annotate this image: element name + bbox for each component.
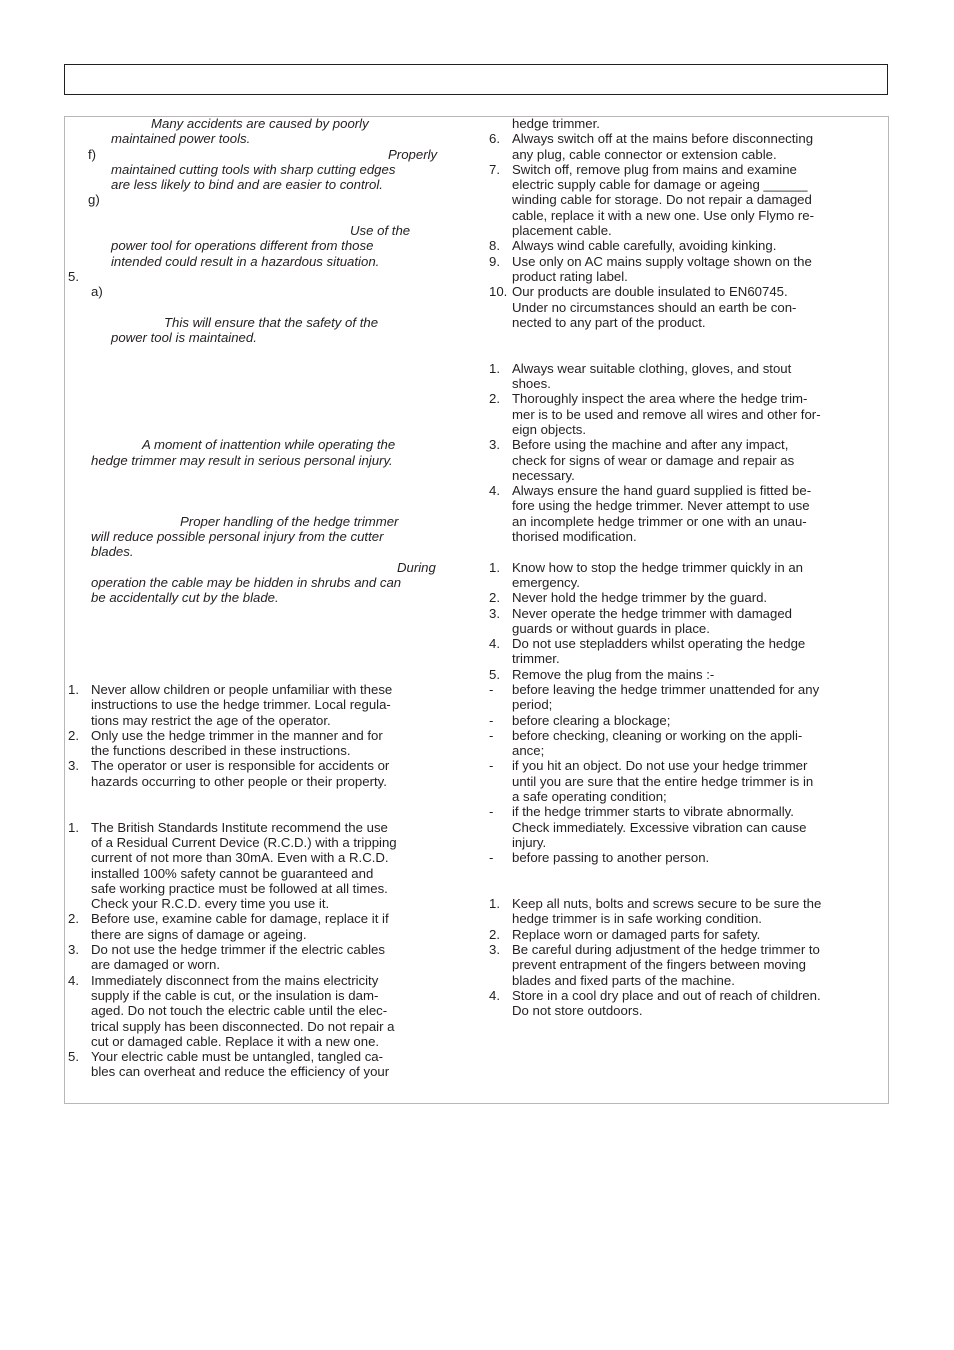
text-line: are damaged or worn. xyxy=(91,957,221,973)
list-item-number: 2. xyxy=(68,727,79,743)
text-line: hazards occurring to other people or their property. xyxy=(91,773,387,789)
text-line: maintained power tools. xyxy=(111,131,251,147)
text-line: Be careful during adjustment of the hedge trimmer to xyxy=(512,942,820,958)
text-line: tions may restrict the age of the operator. xyxy=(91,712,331,728)
text-line: Proper handling of the hedge trimmer xyxy=(180,513,399,529)
left-column xyxy=(68,116,466,1080)
text-line: The British Standards Institute recommend the use xyxy=(91,819,388,835)
list-item xyxy=(489,116,887,131)
list-item xyxy=(489,942,887,988)
list-item xyxy=(68,942,466,973)
list-item xyxy=(489,667,887,682)
list-item-text xyxy=(512,713,887,728)
item-label: a) xyxy=(91,284,103,300)
text-line: hedge trimmer may result in serious personal injury. xyxy=(91,452,393,468)
list-item-number: 10. xyxy=(489,284,508,300)
list-item-number: - xyxy=(489,850,494,866)
list-item-text xyxy=(512,590,887,605)
text-line: power tool for operations different from those xyxy=(111,238,374,254)
text-line: cable, replace it with a new one. Use only Flymo re- xyxy=(512,207,814,223)
text-line: A moment of inattention while operating the xyxy=(142,437,396,453)
text-line: before checking, cleaning or working on the appli- xyxy=(512,727,803,743)
list-item xyxy=(489,254,887,285)
list-item-text xyxy=(512,238,887,253)
text-line: check for signs of wear or damage and repair as xyxy=(512,452,795,468)
text-line: shoes. xyxy=(512,376,551,392)
text-line: Only use the hedge trimmer in the manner and for xyxy=(91,727,383,743)
list-item-number: 5. xyxy=(489,666,500,682)
list-item-text xyxy=(512,361,887,392)
list-item-text xyxy=(91,1049,466,1080)
text-line: supply if the cable is cut, or the insulation is dam- xyxy=(91,987,379,1003)
list-item xyxy=(489,636,887,667)
text-line: Your electric cable must be untangled, tangled ca- xyxy=(91,1049,384,1065)
list-item-text xyxy=(91,682,466,728)
list-item xyxy=(489,682,887,713)
text-line: of a Residual Current Device (R.C.D.) with a tripping xyxy=(91,834,397,850)
text-line: Check your R.C.D. every time you use it. xyxy=(91,896,330,912)
list-item xyxy=(489,483,887,544)
text-line: Before using the machine and after any impact, xyxy=(512,437,789,453)
text-line: installed 100% safety cannot be guaranteed and xyxy=(91,865,374,881)
text-line: Under no circumstances should an earth be con- xyxy=(512,299,797,315)
text-line: nected to any part of the product. xyxy=(512,314,706,330)
preparation-list xyxy=(489,361,887,545)
list-item-text xyxy=(512,391,887,437)
text-line: Always switch off at the mains before disconnecting xyxy=(512,131,814,147)
text-line: Switch off, remove plug from mains and examine xyxy=(512,161,797,177)
text-line: safe working practice must be followed at all times. xyxy=(91,880,388,896)
text-line: The operator or user is responsible for accidents or xyxy=(91,758,390,774)
list-item-text xyxy=(512,988,887,1019)
list-item-text xyxy=(512,116,887,131)
list-item-number xyxy=(489,116,512,131)
list-item-text xyxy=(512,284,887,330)
list-item-number: 9. xyxy=(489,253,500,269)
list-item xyxy=(68,758,466,789)
list-item-text xyxy=(512,728,887,759)
list-item-number: 3. xyxy=(489,437,500,453)
text-line: Never allow children or people unfamiliar with these xyxy=(91,681,393,697)
text-line: operation the cable may be hidden in shrubs and can xyxy=(91,574,402,590)
list-item-number: 3. xyxy=(489,605,500,621)
list-item-number: 5. xyxy=(68,1049,79,1065)
list-item xyxy=(489,238,887,253)
maintenance-list xyxy=(489,896,887,1018)
list-item-text xyxy=(512,758,887,804)
text-line: blades. xyxy=(91,544,134,560)
list-item-number: 2. xyxy=(489,926,500,942)
list-item xyxy=(489,606,887,637)
text-line: there are signs of damage or ageing. xyxy=(91,926,307,942)
text-line: an incomplete hedge trimmer or one with an unau- xyxy=(512,513,807,529)
text-line: Know how to stop the hedge trimmer quickly in an xyxy=(512,559,804,575)
text-line: hedge trimmer. xyxy=(512,116,600,131)
text-line: Thoroughly inspect the area where the hedge trim- xyxy=(512,391,808,407)
text-line: Do not use stepladders whilst operating the hedge xyxy=(512,636,806,652)
text-line: blades and fixed parts of the machine. xyxy=(512,972,735,988)
text-line: Store in a cool dry place and out of reach of children. xyxy=(512,987,821,1003)
text-line: eign objects. xyxy=(512,421,587,437)
text-line: Always ensure the hand guard supplied is fitted be- xyxy=(512,483,812,499)
text-fragment: Properly xyxy=(388,146,438,162)
text-line: maintained cutting tools with sharp cutting edges xyxy=(111,161,396,177)
text-line: be accidentally cut by the blade. xyxy=(91,590,279,606)
text-line: mer is to be used and remove all wires and other for- xyxy=(512,406,821,422)
text-line: Always wind cable carefully, avoiding kinking. xyxy=(512,238,777,254)
list-item xyxy=(489,162,887,238)
list-item-number: 4. xyxy=(489,987,500,1003)
list-item-text xyxy=(512,896,887,927)
list-item-text xyxy=(512,804,887,850)
list-item xyxy=(489,927,887,942)
list-item-text xyxy=(512,560,887,591)
list-item-text xyxy=(512,483,887,544)
list-item xyxy=(68,682,466,728)
list-item xyxy=(68,1049,466,1080)
text-line: Our products are double insulated to EN60745. xyxy=(512,284,788,300)
electrical-list-continued xyxy=(489,116,887,330)
right-column xyxy=(489,116,887,1019)
list-item-number: 4. xyxy=(489,636,500,652)
list-item xyxy=(68,728,466,759)
list-item xyxy=(489,590,887,605)
text-line: emergency. xyxy=(512,574,580,590)
text-line: Many accidents are caused by poorly xyxy=(151,116,369,131)
text-line: winding cable for storage. Do not repair a damaged xyxy=(512,192,812,208)
text-line: if you hit an object. Do not use your hedge trimmer xyxy=(512,758,808,774)
list-item xyxy=(68,911,466,942)
list-item-number: 3. xyxy=(489,942,500,958)
text-line: if the hedge trimmer starts to vibrate abnormally. xyxy=(512,804,794,820)
list-item-text xyxy=(512,667,887,682)
list-item-text xyxy=(512,682,887,713)
list-item-text xyxy=(512,437,887,483)
item-label: f) xyxy=(88,146,97,162)
list-item-text xyxy=(91,758,466,789)
list-item-text xyxy=(512,131,887,162)
list-item xyxy=(489,437,887,483)
text-line xyxy=(68,147,466,162)
text-line: trical supply has been disconnected. Do not repair a xyxy=(91,1018,395,1034)
item-label: g) xyxy=(88,192,100,208)
list-item-text xyxy=(512,850,887,865)
list-item xyxy=(489,988,887,1019)
text-line: Never hold the hedge trimmer by the guard. xyxy=(512,590,768,606)
text-line: instructions to use the hedge trimmer. Local regula- xyxy=(91,697,391,713)
list-item-number: - xyxy=(489,758,494,774)
text-line: bles can overheat and reduce the efficiency of your xyxy=(91,1064,390,1080)
operation-list xyxy=(489,560,887,866)
list-item xyxy=(489,361,887,392)
header-box xyxy=(64,64,888,95)
list-item-text xyxy=(512,927,887,942)
list-item-text xyxy=(91,728,466,759)
list-item-text xyxy=(512,636,887,667)
list-item xyxy=(68,973,466,1049)
list-item-number: 1. xyxy=(489,559,500,575)
text-line: trimmer. xyxy=(512,651,560,667)
text-line: before leaving the hedge trimmer unattended for any xyxy=(512,681,820,697)
list-item-number: 1. xyxy=(489,360,500,376)
list-item-text xyxy=(512,254,887,285)
text-line: Do not store outdoors. xyxy=(512,1003,643,1019)
text-line: Before use, examine cable for damage, replace it if xyxy=(91,911,389,927)
text-line: This will ensure that the safety of the xyxy=(164,314,379,330)
text-line: prevent entrapment of the fingers between moving xyxy=(512,957,806,973)
text-line: intended could result in a hazardous situation. xyxy=(111,253,380,269)
list-item-number: 4. xyxy=(489,483,500,499)
list-item-number: - xyxy=(489,681,494,697)
text-line: guards or without guards in place. xyxy=(512,620,710,636)
text-line: Replace worn or damaged parts for safety. xyxy=(512,926,761,942)
list-item xyxy=(489,896,887,927)
text-line: thorised modification. xyxy=(512,529,637,545)
text-line: During xyxy=(397,559,436,575)
list-item xyxy=(489,131,887,162)
text-line: product rating label. xyxy=(512,268,628,284)
list-item xyxy=(489,804,887,850)
list-item-text xyxy=(512,606,887,637)
list-item-text xyxy=(512,942,887,988)
text-line: fore using the hedge trimmer. Never attempt to use xyxy=(512,498,810,514)
list-item-text xyxy=(91,942,466,973)
list-item-number: 1. xyxy=(68,681,79,697)
text-line: Remove the plug from the mains :- xyxy=(512,666,715,682)
text-line: Check immediately. Excessive vibration can cause xyxy=(512,819,807,835)
text-line: a safe operating condition; xyxy=(512,789,667,805)
text-line: before passing to another person. xyxy=(512,850,710,866)
text-line: Always wear suitable clothing, gloves, and stout xyxy=(512,360,792,376)
text-line: Keep all nuts, bolts and screws secure to be sure the xyxy=(512,896,822,912)
text-line: cut or damaged cable. Replace it with a new one. xyxy=(91,1033,380,1049)
text-line: the functions described in these instructions. xyxy=(91,743,351,759)
list-item-number: 2. xyxy=(68,911,79,927)
list-item-text xyxy=(91,820,466,912)
list-item xyxy=(489,560,887,591)
list-item-number: 3. xyxy=(68,758,79,774)
list-item-number: 7. xyxy=(489,161,500,177)
children-list xyxy=(68,682,466,789)
text-line: will reduce possible personal injury from the cutter xyxy=(91,529,384,545)
text-line: Use only on AC mains supply voltage shown on the xyxy=(512,253,812,269)
text-line: electric supply cable for damage or ageing ______ xyxy=(512,177,808,193)
list-item-number: 2. xyxy=(489,391,500,407)
text-line: Immediately disconnect from the mains electricity xyxy=(91,972,379,988)
text-line: Never operate the hedge trimmer with damaged xyxy=(512,605,793,621)
list-item-number: 2. xyxy=(489,590,500,606)
list-item-number: 1. xyxy=(489,896,500,912)
list-item xyxy=(489,850,887,865)
list-item-number: - xyxy=(489,804,494,820)
text-line: before clearing a blockage; xyxy=(512,712,671,728)
text-line: any plug, cable connector or extension cable. xyxy=(512,146,777,162)
text-line: power tool is maintained. xyxy=(111,330,257,346)
list-item xyxy=(489,728,887,759)
list-item-number: - xyxy=(489,727,494,743)
text-line: period; xyxy=(512,697,553,713)
text-line: current of not more than 30mA. Even with a R.C.D. xyxy=(91,850,389,866)
list-item xyxy=(489,284,887,330)
text-line: are less likely to bind and are easier to control. xyxy=(111,177,383,193)
text-line: hedge trimmer is in safe working condition. xyxy=(512,911,762,927)
text-line: injury. xyxy=(512,834,547,850)
list-item xyxy=(489,391,887,437)
list-item-number: 1. xyxy=(68,819,79,835)
list-item-number: - xyxy=(489,712,494,728)
list-item-text xyxy=(512,162,887,238)
list-item-number: 3. xyxy=(68,942,79,958)
text-line: necessary. xyxy=(512,467,575,483)
list-item-text xyxy=(91,911,466,942)
list-item-number: 6. xyxy=(489,131,500,147)
list-item xyxy=(489,713,887,728)
list-item xyxy=(68,820,466,912)
list-item-text xyxy=(91,973,466,1049)
text-line: aged. Do not touch the electric cable until the elec- xyxy=(91,1003,388,1019)
text-line: Use of the xyxy=(350,223,411,239)
text-line: Do not use the hedge trimmer if the electric cables xyxy=(91,942,385,958)
list-item-number: 8. xyxy=(489,238,500,254)
electrical-list xyxy=(68,820,466,1080)
list-item xyxy=(489,758,887,804)
text-line: placement cable. xyxy=(512,223,612,239)
text-line: ance; xyxy=(512,743,545,759)
item-label: 5. xyxy=(68,268,79,284)
list-item-number: 4. xyxy=(68,972,79,988)
text-line: until you are sure that the entire hedge trimmer is in xyxy=(512,773,814,789)
